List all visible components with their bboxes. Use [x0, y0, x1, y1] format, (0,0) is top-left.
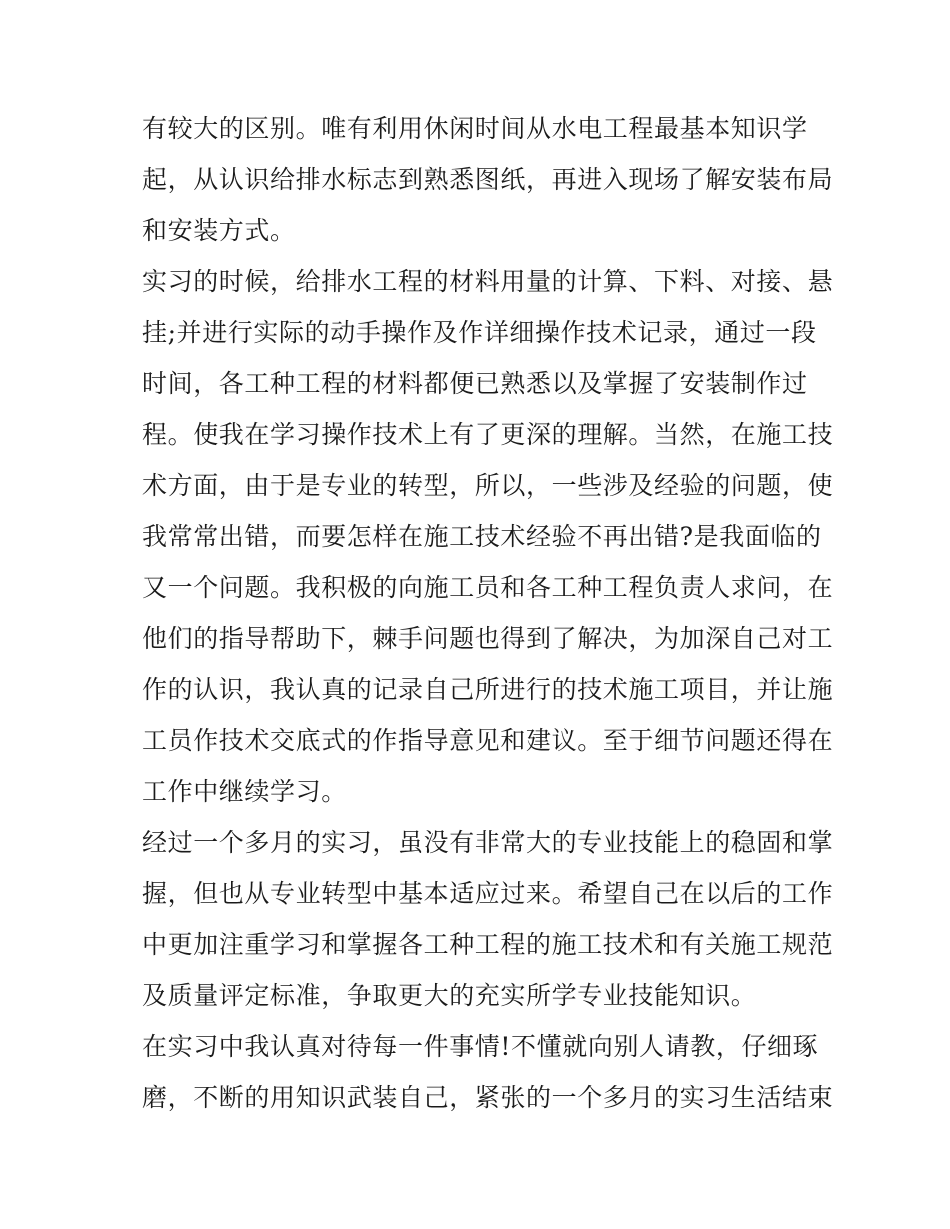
text-line: 工员作技术交底式的作指导意见和建议。至于细节问题还得在 [142, 726, 834, 755]
text-line: 程。使我在学习操作技术上有了更深的理解。当然，在施工技 [142, 420, 834, 449]
text-line: 中更加注重学习和掌握各工种工程的施工技术和有关施工规范 [142, 930, 834, 959]
text-line: 握，但也从专业转型中基本适应过来。希望自己在以后的工作 [142, 879, 834, 908]
text-line: 磨，不断的用知识武装自己，紧张的一个多月的实习生活结束 [142, 1083, 834, 1112]
text-line: 在实习中我认真对待每一件事情!不懂就向别人请教，仔细琢 [142, 1032, 819, 1061]
text-line: 挂;并进行实际的动手操作及作详细操作技术记录，通过一段 [142, 318, 817, 347]
text-line: 又一个问题。我积极的向施工员和各工种工程负责人求问，在 [142, 573, 834, 602]
text-line: 起，从认识给排水标志到熟悉图纸，再进入现场了解安装布局 [142, 165, 834, 194]
text-line: 他们的指导帮助下，棘手问题也得到了解决，为加深自己对工 [142, 624, 834, 653]
text-line: 有较大的区别。唯有利用休闲时间从水电工程最基本知识学 [142, 114, 808, 143]
text-line: 工作中继续学习。 [142, 777, 347, 806]
text-line: 时间，各工种工程的材料都便已熟悉以及掌握了安装制作过 [142, 369, 808, 398]
text-line: 和安装方式。 [142, 216, 296, 245]
text-line: 经过一个多月的实习，虽没有非常大的专业技能上的稳固和掌 [142, 828, 834, 857]
text-line: 实习的时候，给排水工程的材料用量的计算、下料、对接、悬 [142, 267, 834, 296]
text-line: 术方面，由于是专业的转型，所以，一些涉及经验的问题，使 [142, 471, 834, 500]
text-line: 我常常出错，而要怎样在施工技术经验不再出错?是我面临的 [142, 522, 822, 551]
text-line: 作的认识，我认真的记录自己所进行的技术施工项目，并让施 [142, 675, 834, 704]
text-line: 及质量评定标准，争取更大的充实所学专业技能知识。 [142, 981, 757, 1010]
